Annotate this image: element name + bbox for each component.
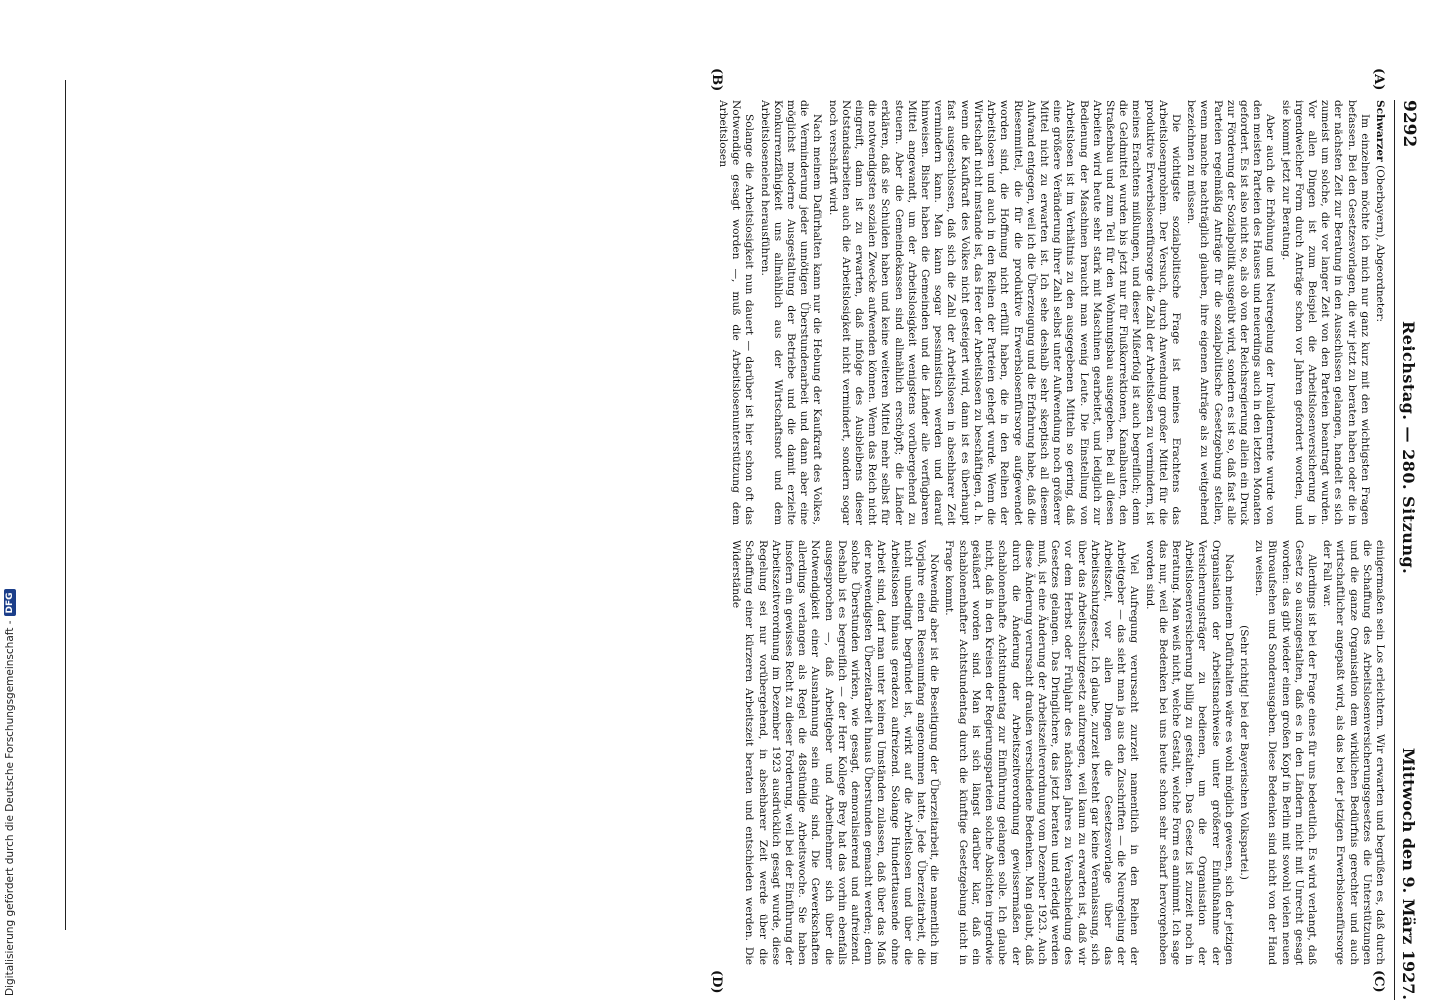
paragraph: einigermaßen sein Los erleichtern. Wir erwarten und begrüßen es, daß durch die Schaffung des Arbeitslosenversicherungsgesetzes die Unterstützungen und die ganze Organisation dem wirklichen Bedürfnis gerechter und auch wirtschaftlicher angepaßt wird, als das bei der jetzigen Erwerbslosenfürsorge der Fall war. — [1321, 540, 1386, 965]
edge-line — [65, 80, 66, 930]
speaker-note: (Oberbayern), Abgeordneter: — [1374, 165, 1386, 323]
paragraph: Aber auch die Erhöhung und Neuregelung der Invalidenrente wurde von den meisten Parteien des Hauses und neuerdings auch in den letzten Monaten gefordert. Es ist also nicht so, als ob von der Reichsregierung allein ein Druck zur Förderung der Sozialpolitik ausgeübt wird, sondern es ist so, daß fast alle Parteien regelmäßig Anträge für die sozialpolitische Gesetzgebung stellen, wenn manche nachträglich glauben, ihre eigenen Anträge als zu weitgehend bezeichnen zu müssen. — [1185, 100, 1277, 525]
paragraph: Allerdings ist bei der Frage eines für uns bedeutlich. Es wird verlangt, daß Gesetz so auszugestalten, daß es in den Ländern nicht mit Unrecht gesagt worden: das gibt wieder einen großen Kopf in Berlin mit sowohl vielen neuen Büroaufsehen und Sonderausgaben. Diese Bedenken sind nicht von der Hand zu weisen. — [1253, 540, 1318, 965]
speaker-name: Schwarzer — [1374, 100, 1386, 162]
left-text-column — [714, 100, 1386, 525]
session-date: Mittwoch den 9. März 1927. — [1399, 747, 1418, 1000]
page-header — [1394, 100, 1420, 1000]
digitization-footer — [4, 589, 16, 996]
paragraph: Nach meinem Dafürhalten kann nur die Hebung der Kaufkraft des Volkes, die Verminderung jeder unnötigen Überstundenarbeit und dann aber eine möglichst moderne Ausgestaltung der Betriebe und die damit erzielte Konkurrenzfähigkeit uns allmählich aus der Wirtschaftsnot und dem Arbeitslosenelend herausführen. — [758, 100, 824, 525]
paragraph: Solange die Arbeitslosigkeit nun dauert — darüber ist hier schon oft das Notwendige gesagt worden —, muß die Arbeitslosenunterstützung dem Arbeitslosen — [717, 100, 756, 525]
rotated-document-page — [10, 40, 1420, 1000]
footer-text: Digitalisierung gefördert durch die Deutsche Forschungsgemeinschaft - — [4, 620, 16, 996]
session-title: Reichstag. — 280. Sitzung. — [1399, 320, 1418, 575]
dfg-logo: DFG — [4, 589, 16, 616]
right-text-column — [727, 540, 1386, 965]
margin-mark-b: (B) — [709, 68, 724, 92]
paragraph: Notwendig aber ist die Beseitigung der Überzeitarbeit, die namentlich im Vorjahre einen Riesenumfang angenommen hatte. Jede Überzeitarbeit, die nicht unbedingt begründet ist, wirkt auf die Arbeitslosen und über die Arbeitslosen hinaus geradezu aufreizend. Solange Hunderttausende ohne Arbeit sind, darf man unter keinen Umständen zulassen, daß über das Maß der notwendigsten Überzeitarbeit hinaus Überstunden gemacht werden; denn solche Überstunden wirken, wie gesagt, demoralisierend und aufreizend. Deshalb ist es begreiflich — der Herr Kollege Brey hat das vorhin ebenfalls ausgesprochen —, daß Arbeitgeber und Arbeitnehmer sich über die Notwendigkeit einer Ausnahmung sein einig sind. Die Gewerkschaften allerdings verlangen als Regel die 48stündige Arbeitswoche. Sie haben insofern ein gewisses Recht zu dieser Forderung, weil bei der Einführung der Arbeitszeitverordnung im Dezember 1923 ausdrücklich gesagt wurde, diese Regelung sei nur vorübergehend, in absehbarer Zeit werde über die Schaffung einer kürzeren Arbeitszeit beraten und entschieden werden. Die Widerstände — [730, 540, 941, 965]
margin-mark-a: (A) — [1371, 68, 1386, 91]
paragraph: Die wichtigste sozialpolitische Frage ist meines Erachtens das Arbeitslosenproblem. Der Versuch, durch Anwendung großer Mittel für die produktive Erwerbslosenfürsorge die Zahl der Arbeitslosen zu vermindern, ist meines Erachtens mißlungen, und dieser Mißerfolg ist auch begreiflich; denn die Geldmittel wurden bis jetzt nur für Flußkorrektionen, Kanalbauten, den Straßenbau und zum Teil für den Wohnungsbau ausgegeben. Bei all diesen Arbeiten wird heute sehr stark mit Maschinen gearbeitet, und lediglich zur Bedienung der Maschinen braucht man wenig Leute. Die Einstellung von Arbeitslosen ist im Verhältnis zu den ausgegebenen Mitteln so gering, daß eine größere Veränderung ihrer Zahl selbst unter Aufwendung noch größerer Mittel nicht zu erwarten ist. Ich sehe deshalb sehr skeptisch all diesem Aufwand entgegen, weil ich die Überzeugung und die Erfahrung habe, daß die Riesenmittel, die für die produktive Erwerbslosenfürsorge aufgewendet worden sind, die Hoffnung nicht erfüllt haben, die in den Reihen der Arbeitslosen und auch in den Reihen der Parteien gehegt wurde. Wenn die Wirtschaft nicht imstande ist, das Heer der Arbeitslosen zu beschäftigen, d. h. wenn die Kaufkraft des Volkes nicht gesteigert wird, dann ist es überhaupt fast ausgeschlossen, daß sich die Zahl der Arbeitslosen in absehbarer Zeit vermindern kann. Man kann sogar pessimistisch werden und darauf hinweisen. Bisher haben die Gemeinden und die Länder alle verfügbaren Mittel angewandt, um der Arbeitslosigkeit wenigstens vorübergehend zu steuern. Aber die Gemeindekassen sind allmählich erschöpft; die Länder erklären, daß sie Schulden haben und keine weiteren Mittel mehr selbst für die notwendigsten sozialen Zwecke aufwenden können. Wenn das Reich nicht eingreift, dann ist zu erwarten, daß infolge des Ausbleibens dieser Notstandsarbeiten auch die Arbeitslosigkeit nicht vermindert, sondern sogar noch verschärft wird. — [826, 100, 1182, 525]
margin-mark-c: (C) — [1371, 970, 1386, 993]
speaker-line — [1373, 100, 1386, 525]
paragraph: Viel Aufregung verursacht zurzeit namentlich in den Reihen der Arbeitgeber — das sieht man ja aus den Zuschriften — die Neuregelung der Arbeitszeit, vor allen Dingen die Gesetzesvorlage über das Arbeitsschutzgesetz. Ich glaube, zurzeit besteht gar keine Veranlassung, sich über das Arbeitsschutzgesetz aufzuregen, weil kaum zu erwarten ist, daß wir vor dem Herbst oder Frühjahr des nächsten Jahres zu Verabschiedung des Gesetzes gelangen. Das Dringlichere, das jetzt beraten und erledigt werden muß, ist eine Änderung der Arbeitszeitverordnung vom Dezember 1923. Auch diese Änderung verursacht draußen verschiedene Bedenken. Man glaubt, daß durch die Änderung der Arbeitszeitverordnung gewissermaßen der schablonenhafte Achtstundentag zur Einführung gelangen solle. Ich glaube nicht, daß in den Kreisen der Regierungsparteien solche Absichten irgendwie geäußert worden sind. Man ist sich längst darüber klar, daß ein schablonenhafter Achtstundentag durch die künftige Gesetzgebung nicht in Frage kommt. — [943, 540, 1141, 965]
margin-mark-d: (D) — [709, 970, 724, 994]
page-number: 9292 — [1399, 100, 1419, 148]
paragraph: Nach meinem Dafürhalten wäre es wohl möglich gewesen, sich der jetzigen Organisation der Arbeitsnachweise unter größerer Einflußnahme der Versicherungsträger zu bedienen, um die Organisation der Arbeitslosenversicherung billig zu gestalten. Das Gesetz ist zurzeit noch in Beratung. Man weiß nicht, welche Gestalt, welche Form es annimmt. Ich sage das nur, weil die Bedenken bei uns heute schon sehr scharf hervorgehoben worden sind. — [1143, 540, 1235, 965]
interjection: (Sehr richtig! bei der Bayerischen Volkspartei.) — [1237, 625, 1250, 880]
paragraph: Im einzelnen möchte ich mich nur ganz kurz mit den wichtigsten Fragen befassen. Bei den Gesetzesvorlagen, die wir jetzt zu beraten haben oder die in der nächsten Zeit zur Beratung in den Ausschüssen gelangen, handelt es sich zumeist um solche, die vor langer Zeit von den Parteien beantragt wurden. Vor allen Dingen ist zum Beispiel die Arbeitslosenversicherung in irgendwelcher Form durch Anträge schon vor Jahren gefordert worden, und sie kommt jetzt zur Beratung. — [1279, 100, 1371, 525]
